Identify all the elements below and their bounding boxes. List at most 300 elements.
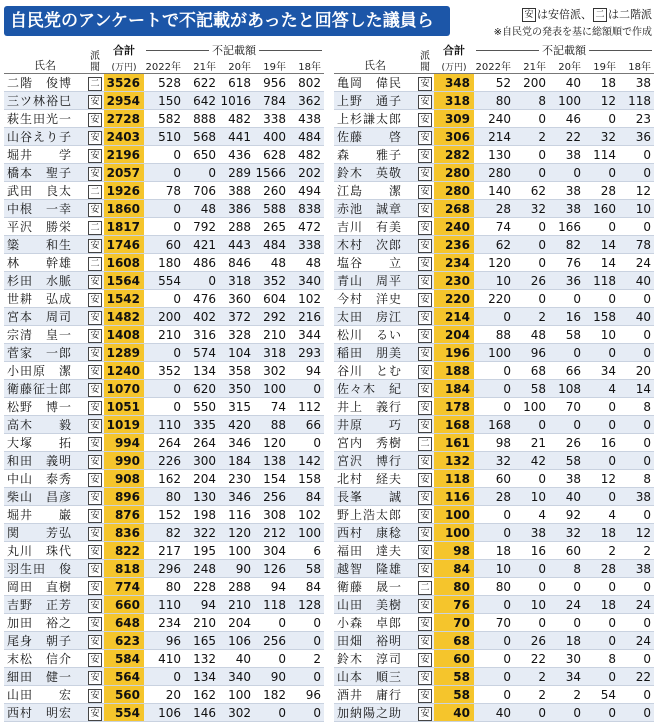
faction-mark: 安	[88, 563, 102, 577]
amount-2022: 0	[474, 632, 514, 650]
amount-2021: 2	[514, 308, 549, 326]
faction-cell	[416, 704, 434, 722]
amount-2020: 104	[219, 344, 254, 362]
amount-2021: 200	[514, 74, 549, 92]
amount-2022: 162	[144, 470, 184, 488]
faction-mark: 安	[88, 581, 102, 595]
amount-2018: 142	[289, 452, 324, 470]
column-header-name: 氏名	[4, 42, 86, 74]
amount-2018: 0	[619, 452, 654, 470]
amount-2021: 68	[514, 362, 549, 380]
total-amount: 1542	[104, 290, 144, 308]
amount-2020: 0	[549, 578, 584, 596]
faction-mark: 二	[88, 221, 102, 235]
faction-mark: 安	[418, 473, 432, 487]
faction-cell	[86, 182, 104, 200]
member-name: 西村 康稔	[334, 524, 416, 542]
amount-2018: 10	[619, 200, 654, 218]
amount-2019: 32	[584, 128, 619, 146]
amount-2022: 150	[144, 92, 184, 110]
amount-2022: 0	[474, 668, 514, 686]
amount-2021: 228	[184, 578, 219, 596]
member-name: 和田 義明	[4, 452, 86, 470]
amount-2021: 204	[184, 470, 219, 488]
amount-2018: 0	[289, 704, 324, 722]
total-amount: 623	[104, 632, 144, 650]
amount-2022: 352	[144, 362, 184, 380]
amount-2022: 168	[474, 416, 514, 434]
amount-2022: 226	[144, 452, 184, 470]
total-amount: 268	[434, 200, 474, 218]
amount-2022: 62	[474, 236, 514, 254]
amount-2021: 38	[514, 524, 549, 542]
table-row	[334, 434, 654, 452]
amount-2019: 158	[584, 308, 619, 326]
amount-2019: 0	[584, 452, 619, 470]
table-row	[4, 308, 324, 326]
member-name: 佐々木 紀	[334, 380, 416, 398]
member-name: 越智 隆雄	[334, 560, 416, 578]
member-name: 鈴木 英敬	[334, 164, 416, 182]
amount-2021: 2	[514, 686, 549, 704]
amount-2018: 0	[619, 164, 654, 182]
amount-2021: 8	[514, 92, 549, 110]
amount-2021: 48	[514, 326, 549, 344]
faction-cell	[86, 398, 104, 416]
total-amount: 230	[434, 272, 474, 290]
faction-cell	[86, 380, 104, 398]
table-row	[334, 74, 654, 92]
faction-mark: 安	[88, 509, 102, 523]
amount-2018: 48	[289, 254, 324, 272]
table-row	[334, 416, 654, 434]
amount-2020: 46	[549, 110, 584, 128]
faction-legend	[521, 6, 652, 22]
faction-mark: 安	[88, 203, 102, 217]
faction-cell	[86, 524, 104, 542]
amount-2021: 4	[514, 506, 549, 524]
faction-mark: 安	[88, 113, 102, 127]
amount-2021: 165	[184, 632, 219, 650]
member-name: 武田 良太	[4, 182, 86, 200]
faction-cell	[416, 668, 434, 686]
faction-mark: 安	[418, 635, 432, 649]
amount-2018: 438	[289, 110, 324, 128]
column-header-name: 氏名	[334, 42, 416, 74]
amount-2020: 106	[219, 632, 254, 650]
faction-cell	[86, 92, 104, 110]
abe-faction-legend-text: は安倍派、	[537, 8, 592, 21]
table-row	[334, 650, 654, 668]
member-name: 山本 順三	[334, 668, 416, 686]
amount-2020: 82	[549, 236, 584, 254]
faction-mark: 二	[88, 77, 102, 91]
faction-mark: 安	[418, 563, 432, 577]
faction-mark: 安	[88, 167, 102, 181]
amount-2020: 76	[549, 254, 584, 272]
table-row	[4, 668, 324, 686]
total-amount: 220	[434, 290, 474, 308]
faction-mark: 安	[418, 95, 432, 109]
amount-2020: 0	[549, 614, 584, 632]
member-name: 衛藤征士郎	[4, 380, 86, 398]
amount-2018: 482	[289, 146, 324, 164]
amount-2019: 12	[584, 92, 619, 110]
amount-2019: 8	[584, 650, 619, 668]
member-name: 長峯 誠	[334, 488, 416, 506]
total-amount: 1564	[104, 272, 144, 290]
table-row	[334, 578, 654, 596]
member-name: 宮本 周司	[4, 308, 86, 326]
amount-2018: 38	[619, 74, 654, 92]
table-row	[334, 110, 654, 128]
amount-2020: 38	[549, 182, 584, 200]
amount-2019: 400	[254, 128, 289, 146]
member-name: 宮内 秀樹	[334, 434, 416, 452]
right-data-table	[334, 42, 654, 722]
faction-mark: 安	[88, 527, 102, 541]
amount-2021: 402	[184, 308, 219, 326]
member-name: 山田 宏	[4, 686, 86, 704]
faction-cell	[416, 146, 434, 164]
table-row	[334, 344, 654, 362]
amount-2021: 248	[184, 560, 219, 578]
faction-cell	[86, 146, 104, 164]
faction-mark: 安	[418, 275, 432, 289]
amount-2021: 134	[184, 362, 219, 380]
table-row	[4, 236, 324, 254]
member-name: 宗清 皇一	[4, 326, 86, 344]
amount-2021: 335	[184, 416, 219, 434]
amount-2022: 0	[144, 146, 184, 164]
amount-2021: 706	[184, 182, 219, 200]
amount-2021: 100	[514, 398, 549, 416]
amount-2022: 18	[474, 542, 514, 560]
table-row	[4, 110, 324, 128]
amount-2019: 0	[584, 614, 619, 632]
faction-mark: 安	[88, 545, 102, 559]
member-name: 酒井 庸行	[334, 686, 416, 704]
amount-2020: 26	[549, 434, 584, 452]
amount-2019: 260	[254, 182, 289, 200]
amount-2021: 42	[514, 452, 549, 470]
table-row	[4, 524, 324, 542]
amount-2018: 58	[289, 560, 324, 578]
member-name: 稲田 朋美	[334, 344, 416, 362]
amount-2020: 22	[549, 128, 584, 146]
total-amount: 660	[104, 596, 144, 614]
amount-2019: 0	[584, 218, 619, 236]
amount-2020: 340	[219, 668, 254, 686]
column-group-header-unrecorded	[474, 42, 654, 58]
faction-mark: 安	[88, 707, 102, 721]
table-row	[334, 632, 654, 650]
faction-cell	[416, 236, 434, 254]
amount-2019: 1566	[254, 164, 289, 182]
total-amount: 2728	[104, 110, 144, 128]
amount-2018: 112	[289, 398, 324, 416]
member-name: 鈴木 淳司	[334, 650, 416, 668]
amount-2022: 0	[144, 290, 184, 308]
column-header-year: 18年	[619, 58, 654, 74]
amount-2021: 10	[514, 488, 549, 506]
amount-2021: 58	[514, 380, 549, 398]
amount-2021: 0	[514, 218, 549, 236]
amount-2021: 622	[184, 74, 219, 92]
faction-cell	[416, 578, 434, 596]
amount-2021: 22	[514, 650, 549, 668]
amount-2019: 338	[254, 110, 289, 128]
member-name: 赤池 誠章	[334, 200, 416, 218]
amount-2021: 0	[514, 560, 549, 578]
amount-2020: 482	[219, 110, 254, 128]
column-header-faction: 派閥	[416, 42, 434, 74]
total-amount: 58	[434, 686, 474, 704]
faction-cell	[416, 488, 434, 506]
member-name: 橋本 聖子	[4, 164, 86, 182]
amount-2021: 0	[514, 290, 549, 308]
total-amount: 822	[104, 542, 144, 560]
faction-cell	[86, 650, 104, 668]
amount-2020: 289	[219, 164, 254, 182]
amount-2022: 554	[144, 272, 184, 290]
amount-2022: 410	[144, 650, 184, 668]
table-row	[4, 200, 324, 218]
faction-mark: 二	[88, 185, 102, 199]
faction-cell	[416, 686, 434, 704]
amount-2021: 792	[184, 218, 219, 236]
faction-mark: 安	[418, 311, 432, 325]
member-name: 平沢 勝栄	[4, 218, 86, 236]
amount-2022: 152	[144, 506, 184, 524]
total-amount: 1926	[104, 182, 144, 200]
amount-2021: 0	[514, 704, 549, 722]
amount-2018: 0	[619, 650, 654, 668]
amount-2020: 30	[549, 650, 584, 668]
amount-2021: 486	[184, 254, 219, 272]
faction-cell	[86, 596, 104, 614]
amount-2018: 0	[619, 344, 654, 362]
member-name: 宮沢 博行	[334, 452, 416, 470]
total-amount: 818	[104, 560, 144, 578]
total-amount: 132	[434, 452, 474, 470]
amount-2021: 2	[514, 128, 549, 146]
faction-cell	[416, 254, 434, 272]
amount-2020: 441	[219, 128, 254, 146]
amount-2019: 18	[584, 74, 619, 92]
table-row	[4, 470, 324, 488]
amount-2019: 14	[584, 236, 619, 254]
table-row	[4, 596, 324, 614]
amount-2022: 280	[474, 164, 514, 182]
amount-2019: 352	[254, 272, 289, 290]
abe-faction-mark: 安	[522, 8, 536, 22]
source-note: ※自民党の発表を基に総額順で作成	[493, 27, 652, 38]
amount-2019: 88	[254, 416, 289, 434]
table-row	[4, 398, 324, 416]
amount-2019: 956	[254, 74, 289, 92]
amount-2018: 484	[289, 128, 324, 146]
amount-2021: 162	[184, 686, 219, 704]
faction-mark: 安	[88, 383, 102, 397]
member-name: 堀井 巌	[4, 506, 86, 524]
amount-2020: 100	[219, 542, 254, 560]
total-amount: 1408	[104, 326, 144, 344]
amount-2019: 628	[254, 146, 289, 164]
faction-mark: 安	[418, 239, 432, 253]
faction-cell	[86, 614, 104, 632]
faction-mark: 安	[418, 347, 432, 361]
table-row	[334, 182, 654, 200]
amount-2019: 784	[254, 92, 289, 110]
faction-mark: 安	[418, 545, 432, 559]
member-name: 簗 和生	[4, 236, 86, 254]
amount-2020: 288	[219, 578, 254, 596]
amount-2018: 23	[619, 110, 654, 128]
amount-2019: 588	[254, 200, 289, 218]
total-amount: 1817	[104, 218, 144, 236]
faction-mark: 安	[88, 599, 102, 613]
column-header-year: 20年	[219, 58, 254, 74]
amount-2018: 0	[619, 434, 654, 452]
faction-cell	[416, 380, 434, 398]
amount-2019: 34	[584, 362, 619, 380]
amount-2020: 315	[219, 398, 254, 416]
member-name: 菅家 一郎	[4, 344, 86, 362]
amount-2022: 80	[474, 578, 514, 596]
amount-2021: 94	[184, 596, 219, 614]
amount-2019: 74	[254, 398, 289, 416]
amount-2020: 40	[549, 74, 584, 92]
column-header-year: 18年	[289, 58, 324, 74]
member-name: 江島 潔	[334, 182, 416, 200]
amount-2021: 0	[514, 254, 549, 272]
table-row	[334, 362, 654, 380]
table-row	[4, 632, 324, 650]
faction-cell	[416, 362, 434, 380]
amount-2019: 18	[584, 596, 619, 614]
faction-cell	[416, 344, 434, 362]
member-name: 大塚 拓	[4, 434, 86, 452]
right-table-panel	[334, 42, 654, 722]
faction-cell	[86, 308, 104, 326]
table-row	[334, 236, 654, 254]
amount-2019: 10	[584, 326, 619, 344]
table-row	[334, 560, 654, 578]
amount-2020: 358	[219, 362, 254, 380]
faction-mark: 安	[88, 635, 102, 649]
faction-cell	[86, 488, 104, 506]
amount-2020: 204	[219, 614, 254, 632]
faction-cell	[86, 452, 104, 470]
amount-2019: 16	[584, 434, 619, 452]
column-header-year: 20年	[549, 58, 584, 74]
amount-2020: 328	[219, 326, 254, 344]
member-name: 中根 一幸	[4, 200, 86, 218]
amount-2021: 198	[184, 506, 219, 524]
faction-cell	[416, 650, 434, 668]
amount-2021: 21	[514, 434, 549, 452]
table-row	[4, 578, 324, 596]
total-amount: 648	[104, 614, 144, 632]
total-amount: 178	[434, 398, 474, 416]
amount-2021: 650	[184, 146, 219, 164]
amount-2019: 182	[254, 686, 289, 704]
faction-cell	[86, 344, 104, 362]
member-name: 塩谷 立	[334, 254, 416, 272]
table-row	[4, 650, 324, 668]
amount-2021: 48	[184, 200, 219, 218]
total-amount: 1746	[104, 236, 144, 254]
faction-mark: 安	[418, 653, 432, 667]
amount-2021: 26	[514, 272, 549, 290]
amount-2019: 0	[254, 704, 289, 722]
total-amount: 1070	[104, 380, 144, 398]
amount-2022: 82	[144, 524, 184, 542]
amount-2018: 2	[289, 650, 324, 668]
amount-2022: 60	[474, 470, 514, 488]
amount-2020: 38	[549, 470, 584, 488]
amount-2019: 0	[584, 164, 619, 182]
total-amount: 896	[104, 488, 144, 506]
amount-2018: 0	[289, 668, 324, 686]
table-row	[334, 704, 654, 722]
amount-2022: 0	[474, 308, 514, 326]
faction-cell	[86, 362, 104, 380]
amount-2018: 0	[619, 704, 654, 722]
total-amount: 876	[104, 506, 144, 524]
amount-2022: 296	[144, 560, 184, 578]
amount-2019: 0	[584, 110, 619, 128]
faction-cell	[416, 74, 434, 92]
total-amount: 584	[104, 650, 144, 668]
amount-2022: 32	[474, 452, 514, 470]
amount-2018: 40	[619, 272, 654, 290]
total-amount: 318	[434, 92, 474, 110]
faction-mark: 安	[418, 131, 432, 145]
faction-cell	[86, 686, 104, 704]
member-name: 森 雅子	[334, 146, 416, 164]
table-row	[334, 254, 654, 272]
member-name: 亀岡 偉民	[334, 74, 416, 92]
member-name: 西村 明宏	[4, 704, 86, 722]
amount-2021: 195	[184, 542, 219, 560]
table-row	[334, 218, 654, 236]
member-name: 田畑 裕明	[334, 632, 416, 650]
total-amount: 990	[104, 452, 144, 470]
table-row	[4, 380, 324, 398]
amount-2020: 0	[549, 416, 584, 434]
faction-mark: 安	[88, 329, 102, 343]
total-amount: 188	[434, 362, 474, 380]
faction-mark: 安	[88, 149, 102, 163]
faction-mark: 安	[418, 617, 432, 631]
page-title: 自民党のアンケートで不記載があったと回答した議員ら	[4, 6, 450, 36]
member-name: 木村 次郎	[334, 236, 416, 254]
amount-2021: 0	[514, 236, 549, 254]
amount-2020: 436	[219, 146, 254, 164]
amount-2020: 0	[549, 290, 584, 308]
faction-cell	[86, 254, 104, 272]
faction-mark: 安	[418, 509, 432, 523]
amount-2021: 316	[184, 326, 219, 344]
member-name: 高木 毅	[4, 416, 86, 434]
amount-2020: 288	[219, 218, 254, 236]
amount-2021: 0	[514, 146, 549, 164]
amount-2021: 0	[514, 416, 549, 434]
total-amount: 1860	[104, 200, 144, 218]
amount-2019: 0	[254, 650, 289, 668]
